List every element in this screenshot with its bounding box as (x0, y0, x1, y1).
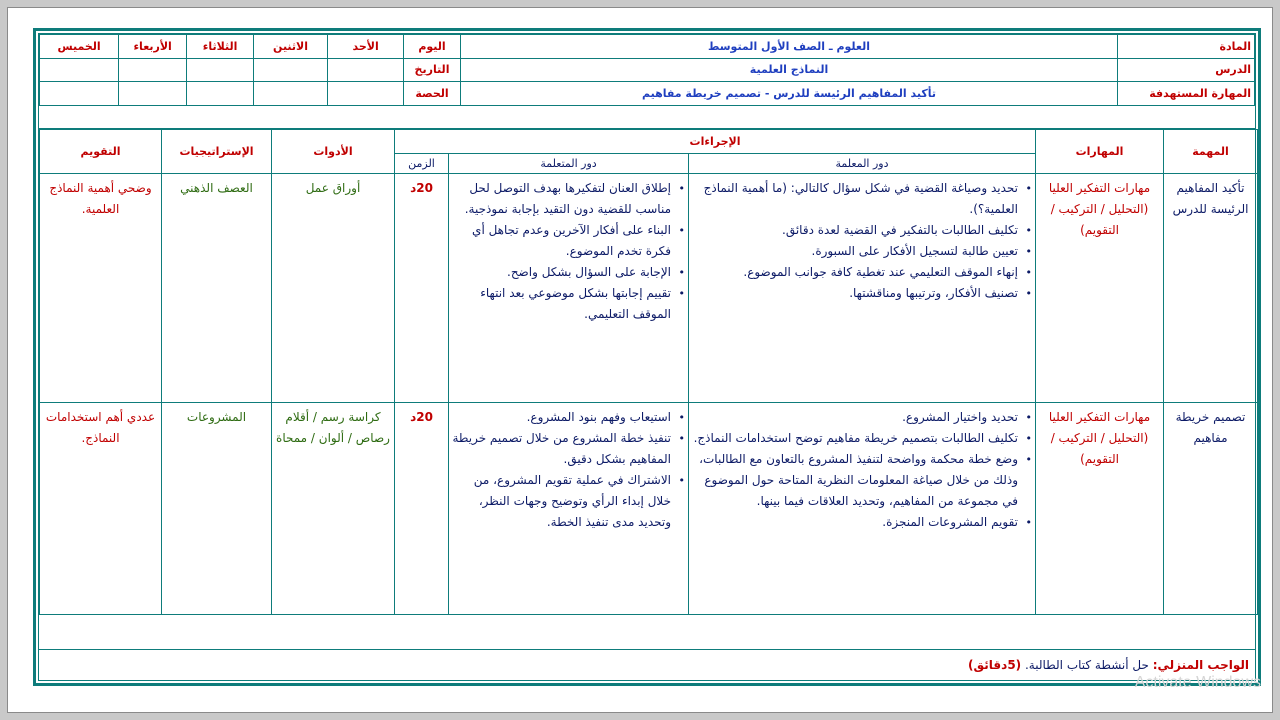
lesson-label: الدرس (1118, 58, 1255, 82)
activation-watermark: Activate Windows (1134, 674, 1261, 691)
header-row-lesson (40, 58, 1255, 82)
homework-time: (5دقائق) (967, 658, 1022, 672)
procedures-table (39, 129, 1258, 615)
col-student-role: دور المتعلمة (449, 154, 689, 174)
teacher-role-cell (689, 174, 1036, 403)
day-label: اليوم (404, 35, 461, 59)
plan-row-1 (40, 174, 1258, 403)
period-cell-monday (254, 82, 328, 106)
subject-label: المادة (1118, 35, 1255, 59)
col-time: الزمن (395, 154, 449, 174)
skill-value: تأكيد المفاهيم الرئيسة للدرس - تصميم خريطة مفاهيم (460, 82, 1117, 106)
homework-text: حل أنشطة كتاب الطالبة. (1024, 658, 1149, 672)
student-role-cell (449, 403, 689, 615)
list-item: • إطلاق العنان لتفكيرها بهدف التوصل لحل مناسب للقضية دون التقيد بإجابة نموذجية. (452, 178, 671, 220)
col-strategies: الإستراتيجيات (162, 130, 272, 174)
col-procedures: الإجراءات (395, 130, 1036, 154)
skills-cell: مهارات التفكير العليا (التحليل / التركيب / التقويم) (1036, 174, 1164, 403)
student-role-list (452, 407, 685, 533)
list-item: • تصنيف الأفكار، وترتيبها ومناقشتها. (692, 283, 1018, 304)
day-wednesday: الأربعاء (119, 35, 187, 59)
tools-cell: أوراق عمل (272, 174, 395, 403)
page-background (7, 7, 1273, 713)
date-cell-monday (254, 58, 328, 82)
lesson-value: النماذج العلمية (460, 58, 1117, 82)
day-tuesday: الثلاثاء (187, 35, 254, 59)
teacher-role-list (692, 178, 1032, 304)
list-item: • استيعاب وفهم بنود المشروع. (452, 407, 671, 428)
list-item: • الاشتراك في عملية تقويم المشروع، من خلال إبداء الرأي وتوضيح وجهات النظر، وتحديد مدى تنفيذ الخطة. (452, 470, 671, 533)
list-item: • تكليف الطالبات بتصميم خريطة مفاهيم توضح استخدامات النماذج. (692, 428, 1018, 449)
strategies-cell: العصف الذهني (162, 174, 272, 403)
list-item: • تعيين طالبة لتسجيل الأفكار على السبورة. (692, 241, 1018, 262)
subject-value: العلوم ـ الصف الأول المتوسط (460, 35, 1117, 59)
tools-cell: كراسة رسم / أقلام رصاص / ألوان / ممحاة (272, 403, 395, 615)
task-cell: تصميم خريطة مفاهيم (1164, 403, 1258, 615)
col-assessment: التقويم (40, 130, 162, 174)
list-item: • الإجابة على السؤال بشكل واضح. (452, 262, 671, 283)
list-item: • تكليف الطالبات بالتفكير في القضية لعدة دقائق. (692, 220, 1018, 241)
date-cell-wednesday (119, 58, 187, 82)
time-cell: 20د (395, 403, 449, 615)
student-role-list (452, 178, 685, 325)
period-cell-sunday (328, 82, 404, 106)
list-item: • وضع خطة محكمة وواضحة لتنفيذ المشروع بالتعاون مع الطالبات، وذلك من خلال صياغة المعلومات النظرية المتاحة حول الموضوع في مجموعة من المفاهيم، وتحديد العلاقات فيما بينها. (692, 449, 1018, 512)
list-item: • تقييم إجابتها بشكل موضوعي بعد انتهاء الموقف التعليمي. (452, 283, 671, 325)
col-skills: المهارات (1036, 130, 1164, 174)
header-row-skill (40, 82, 1255, 106)
homework-row (39, 650, 1255, 680)
header-table (39, 34, 1255, 106)
assessment-cell: وضحي أهمية النماذج العلمية. (40, 174, 162, 403)
teacher-role-list (692, 407, 1032, 533)
date-cell-thursday (40, 58, 119, 82)
skills-cell: مهارات التفكير العليا (التحليل / التركيب / التقويم) (1036, 403, 1164, 615)
date-cell-sunday (328, 58, 404, 82)
day-sunday: الأحد (328, 35, 404, 59)
col-tools: الأدوات (272, 130, 395, 174)
day-thursday: الخميس (40, 35, 119, 59)
period-cell-thursday (40, 82, 119, 106)
list-item: • تنفيذ خطة المشروع من خلال تصميم خريطة المفاهيم بشكل دقيق. (452, 428, 671, 470)
skill-label: المهارة المستهدفة (1118, 82, 1255, 106)
columns-header-row-1 (40, 130, 1258, 154)
list-item: • إنهاء الموقف التعليمي عند تغطية كافة جوانب الموضوع. (692, 262, 1018, 283)
list-item: • تحديد وصياغة القضية في شكل سؤال كالتالي: (ما أهمية النماذج العلمية؟). (692, 178, 1018, 220)
period-cell-tuesday (187, 82, 254, 106)
student-role-cell (449, 174, 689, 403)
period-cell-wednesday (119, 82, 187, 106)
col-teacher-role: دور المعلمة (689, 154, 1036, 174)
teacher-role-cell (689, 403, 1036, 615)
list-item: • البناء على أفكار الآخرين وعدم تجاهل أي فكرة تخدم الموضوع. (452, 220, 671, 262)
assessment-cell: عددي أهم استخدامات النماذج. (40, 403, 162, 615)
list-item: • تحديد واختيار المشروع. (692, 407, 1018, 428)
strategies-cell: المشروعات (162, 403, 272, 615)
col-task: المهمة (1164, 130, 1258, 174)
lesson-plan-inner-border (38, 33, 1256, 681)
date-cell-tuesday (187, 58, 254, 82)
task-cell: تأكيد المفاهيم الرئيسة للدرس (1164, 174, 1258, 403)
date-label: التاريخ (404, 58, 461, 82)
plan-row-2 (40, 403, 1258, 615)
period-label: الحصة (404, 82, 461, 106)
header-row-subject (40, 35, 1255, 59)
time-cell: 20د (395, 174, 449, 403)
spacer-band-top (39, 106, 1255, 129)
lesson-plan-frame (33, 28, 1261, 691)
homework-label: الواجب المنزلي: (1152, 658, 1249, 672)
day-monday: الاثنين (254, 35, 328, 59)
list-item: • تقويم المشروعات المنجزة. (692, 512, 1018, 533)
